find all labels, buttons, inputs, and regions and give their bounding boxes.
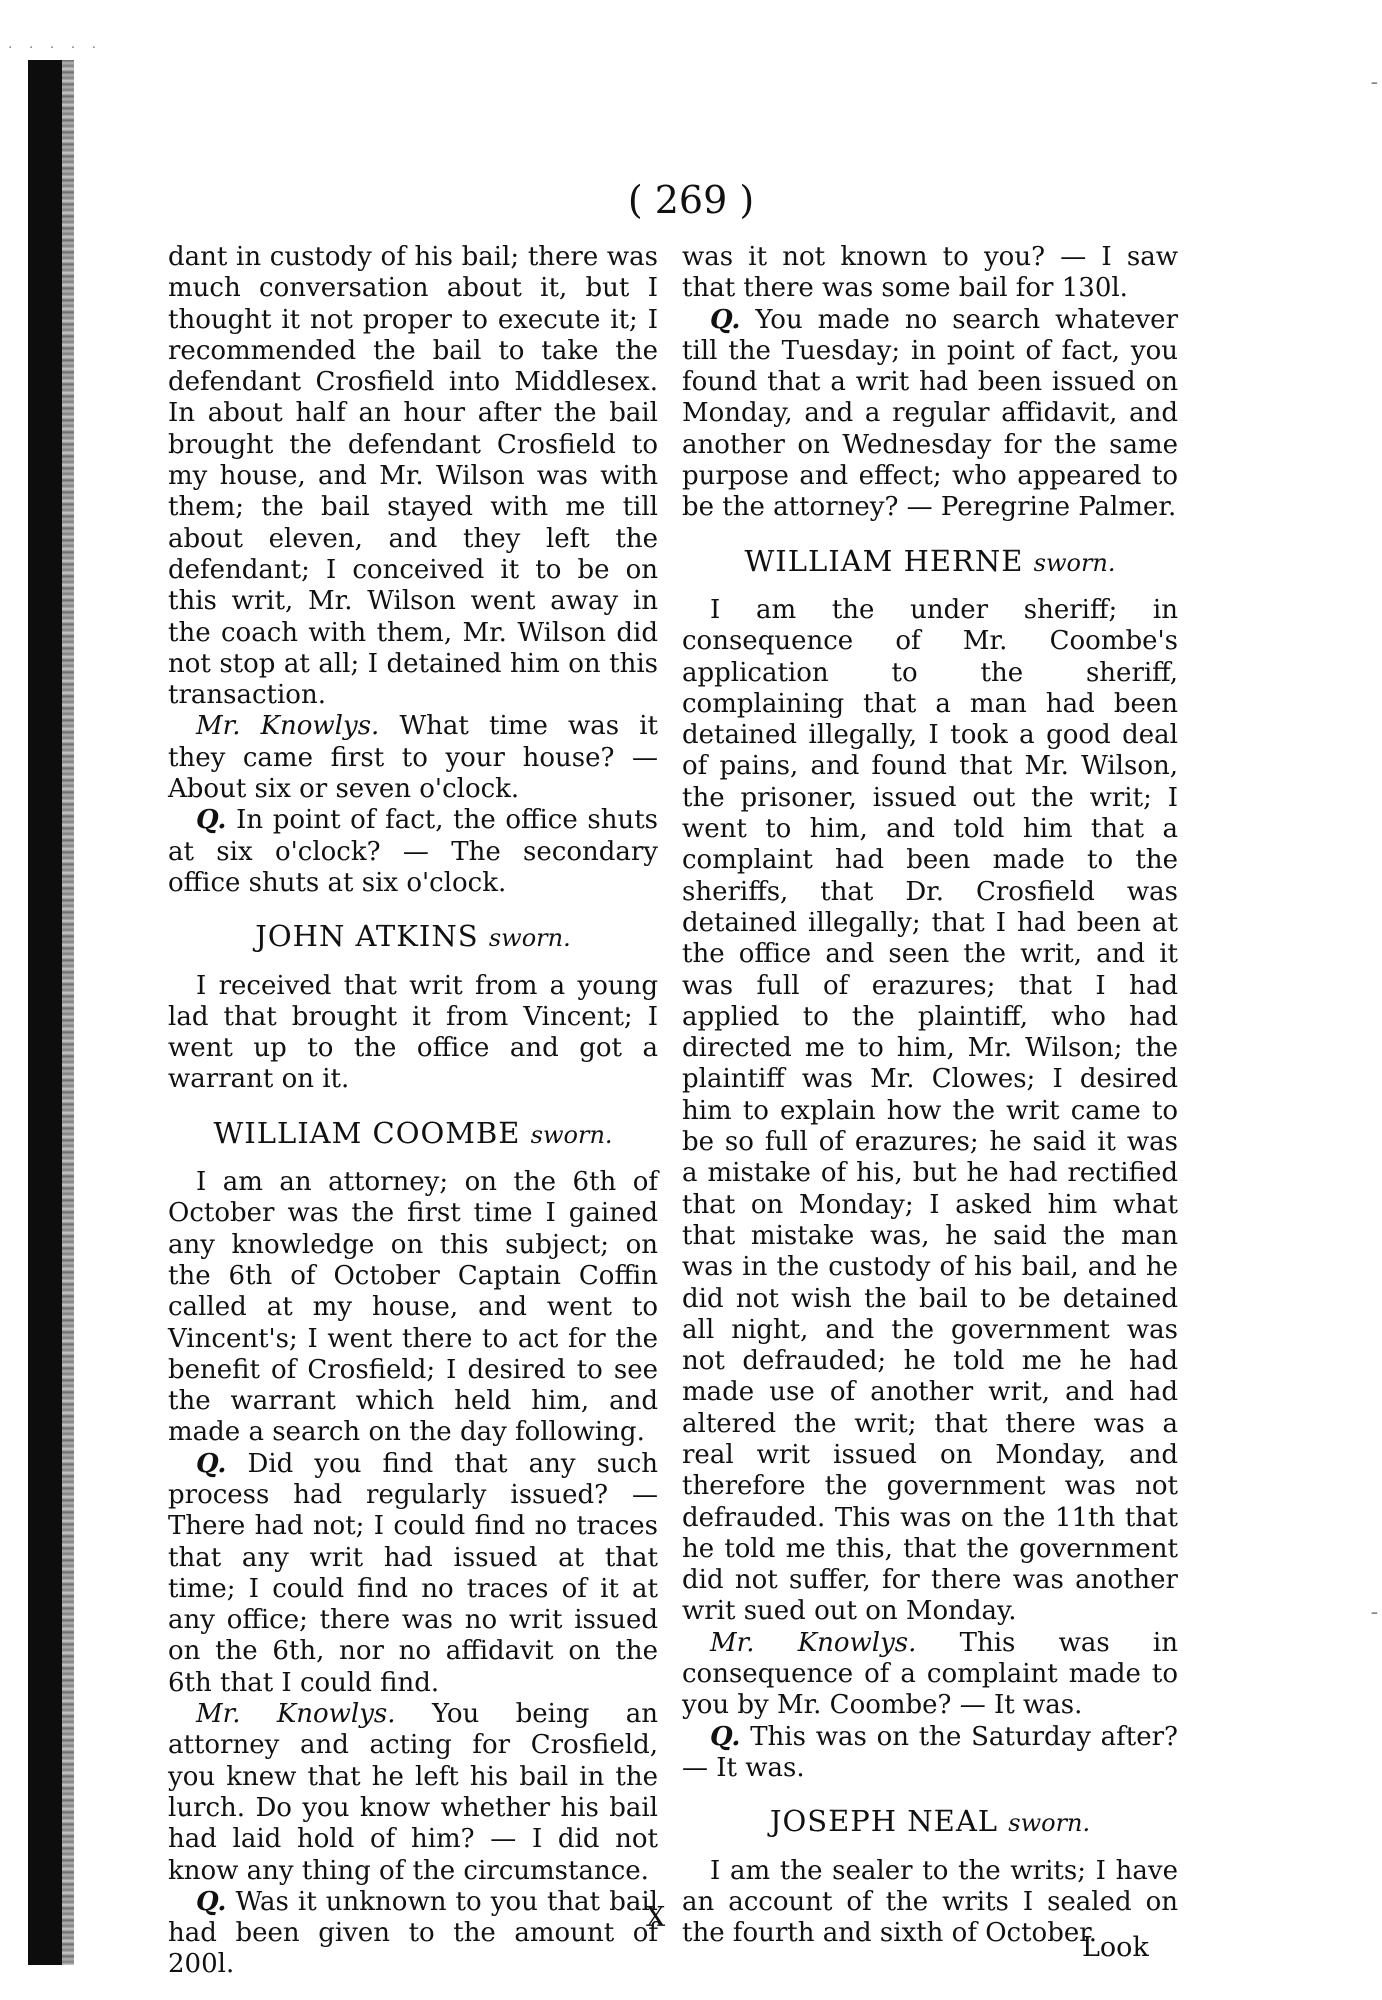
paragraph: was it not known to you? — I saw that there was some bail for 130l. — [682, 242, 1178, 304]
paragraph — [168, 711, 658, 805]
paragraph-text: You being an attorney and acting for Crosfield, you knew that he left his bail in the lurch. Do you know whether his bail had laid hold of him? — I did not know any thing of the circumstance. — [168, 1699, 658, 1886]
speaker-name: Mr. Knowlys. — [710, 1627, 917, 1658]
sworn-label: sworn. — [1008, 1809, 1091, 1838]
paragraph — [682, 305, 1178, 524]
paragraph: I received that writ from a young lad that brought it from Vincent; I went up to the office and got a warrant on it. — [168, 970, 658, 1095]
sworn-label: sworn. — [530, 1120, 613, 1149]
paragraph — [168, 805, 658, 899]
book-spine-shadow — [28, 60, 62, 1965]
speaker-name: Mr. Knowlys. — [196, 711, 380, 742]
right-column — [682, 242, 1178, 1949]
witness-name: JOSEPH NEAL — [769, 1804, 999, 1839]
paragraph: I am the sealer to the writs; I have an account of the writs I sealed on the fourth and sixth of October. — [682, 1855, 1178, 1949]
witness-name: WILLIAM HERNE — [744, 543, 1024, 578]
sworn-label: sworn. — [488, 924, 571, 953]
scan-edge-mark: - — [1370, 70, 1378, 95]
paragraph — [168, 1449, 658, 1699]
sworn-label: sworn. — [1033, 548, 1116, 577]
paragraph-text: Did you find that any such process had regularly issued? — There had not; I could find no traces that any writ had issued at that time; I could find no traces of it at any office; there was no writ issued on the 6th, nor no affidavit on the 6th that I could find. — [168, 1448, 659, 1698]
paragraph-text: This was on the Saturday after? — It was. — [682, 1721, 1178, 1783]
paragraph: I am an attorney; on the 6th of October was the first time I gained any knowledge on this subject; on the 6th of October Captain Coffin called at my house, and went to Vincent's; I went there to act for the benefit of Crosfield; I desired to see the warrant which held him, and made a search on the day following. — [168, 1167, 658, 1448]
question-mark-q: Q. — [710, 1721, 741, 1752]
paragraph-text: Was it unknown to you that bail had been given to the amount of 200l. — [168, 1886, 658, 1980]
catchword: Look — [1082, 1932, 1149, 1963]
witness-name: WILLIAM COOMBE — [213, 1115, 521, 1150]
witness-name: JOHN ATKINS — [255, 919, 479, 954]
paragraph — [168, 1887, 658, 1981]
scan-edge-mark: - — [1370, 1600, 1378, 1625]
scan-corner-marks: · · · · · — [8, 40, 103, 56]
paragraph-text: You made no search whatever till the Tuesday; in point of fact, you found that a writ had been issued on Monday, and a regular affidavit, and another on Wednesday for the same purpose and effect; who appeared to be the attorney? — Peregrine Palmer. — [682, 304, 1178, 523]
paragraph: I am the under sheriff; in consequence of Mr. Coombe's application to the sheriff, complaining that a man had been detained illegally, I took a good deal of pains, and found that Mr. Wilson, the prisoner, issued out the writ; I went to him, and told him that a complaint had been made to the sheriffs, that Dr. Crosfield was detained illegally; that I had been at the office and seen the writ, and it was full of erazures; that I had applied to the plaintiff, who had directed me to him, Mr. Wilson; the plaintiff was Mr. Clowes; I desired him to explain how the writ came to be so full of erazures; he said it was a mistake of his, but he had rectified that on Monday; I asked him what that mistake was, he said the man was in the custody of his bail, and he did not wish the bail to be detained all night, and the government was not defrauded; he told me he had made use of another writ, and had altered the writ; that there was a real writ issued on Monday, and therefore the government was not defrauded. This was on the 11th that he told me this, that the government did not suffer, for there was another writ sued out on Monday. — [682, 594, 1178, 1627]
paragraph — [682, 1722, 1178, 1785]
paragraph — [168, 1699, 658, 1887]
page-number: ( 269 ) — [627, 178, 755, 222]
witness-heading — [168, 921, 658, 954]
paragraph: dant in custody of his bail; there was much conversation about it, but I thought it not proper to execute it; I recommended the bail to take the defendant Crosfield into Middlesex. In about half an hour after the bail brought the defendant Crosfield to my house, and Mr. Wilson was with them; the bail stayed with me till about eleven, and they left the defendant; I conceived it to be on this writ, Mr. Wilson went away in the coach with them, Mr. Wilson did not stop at all; I detained him on this transaction. — [168, 242, 658, 711]
witness-heading — [682, 543, 1178, 579]
paragraph — [682, 1628, 1178, 1722]
left-column — [168, 242, 658, 1981]
question-mark-q: Q. — [196, 805, 227, 836]
witness-heading — [682, 1806, 1178, 1839]
question-mark-q: Q. — [710, 304, 741, 335]
paragraph-text: This was in consequence of a complaint made to you by Mr. Coombe? — It was. — [682, 1627, 1178, 1721]
paragraph-text: In point of fact, the office shuts at six o'clock? — The secondary office shuts at six o'clock. — [168, 805, 659, 898]
book-gutter-edge — [62, 60, 74, 1965]
witness-heading — [168, 1115, 658, 1151]
paragraph-text: What time was it they came first to your house? — About six or seven o'clock. — [168, 711, 658, 805]
signature-mark: X — [646, 1902, 666, 1933]
question-mark-q: Q. — [196, 1448, 227, 1479]
speaker-name: Mr. Knowlys. — [196, 1699, 396, 1730]
question-mark-q: Q. — [196, 1886, 227, 1917]
